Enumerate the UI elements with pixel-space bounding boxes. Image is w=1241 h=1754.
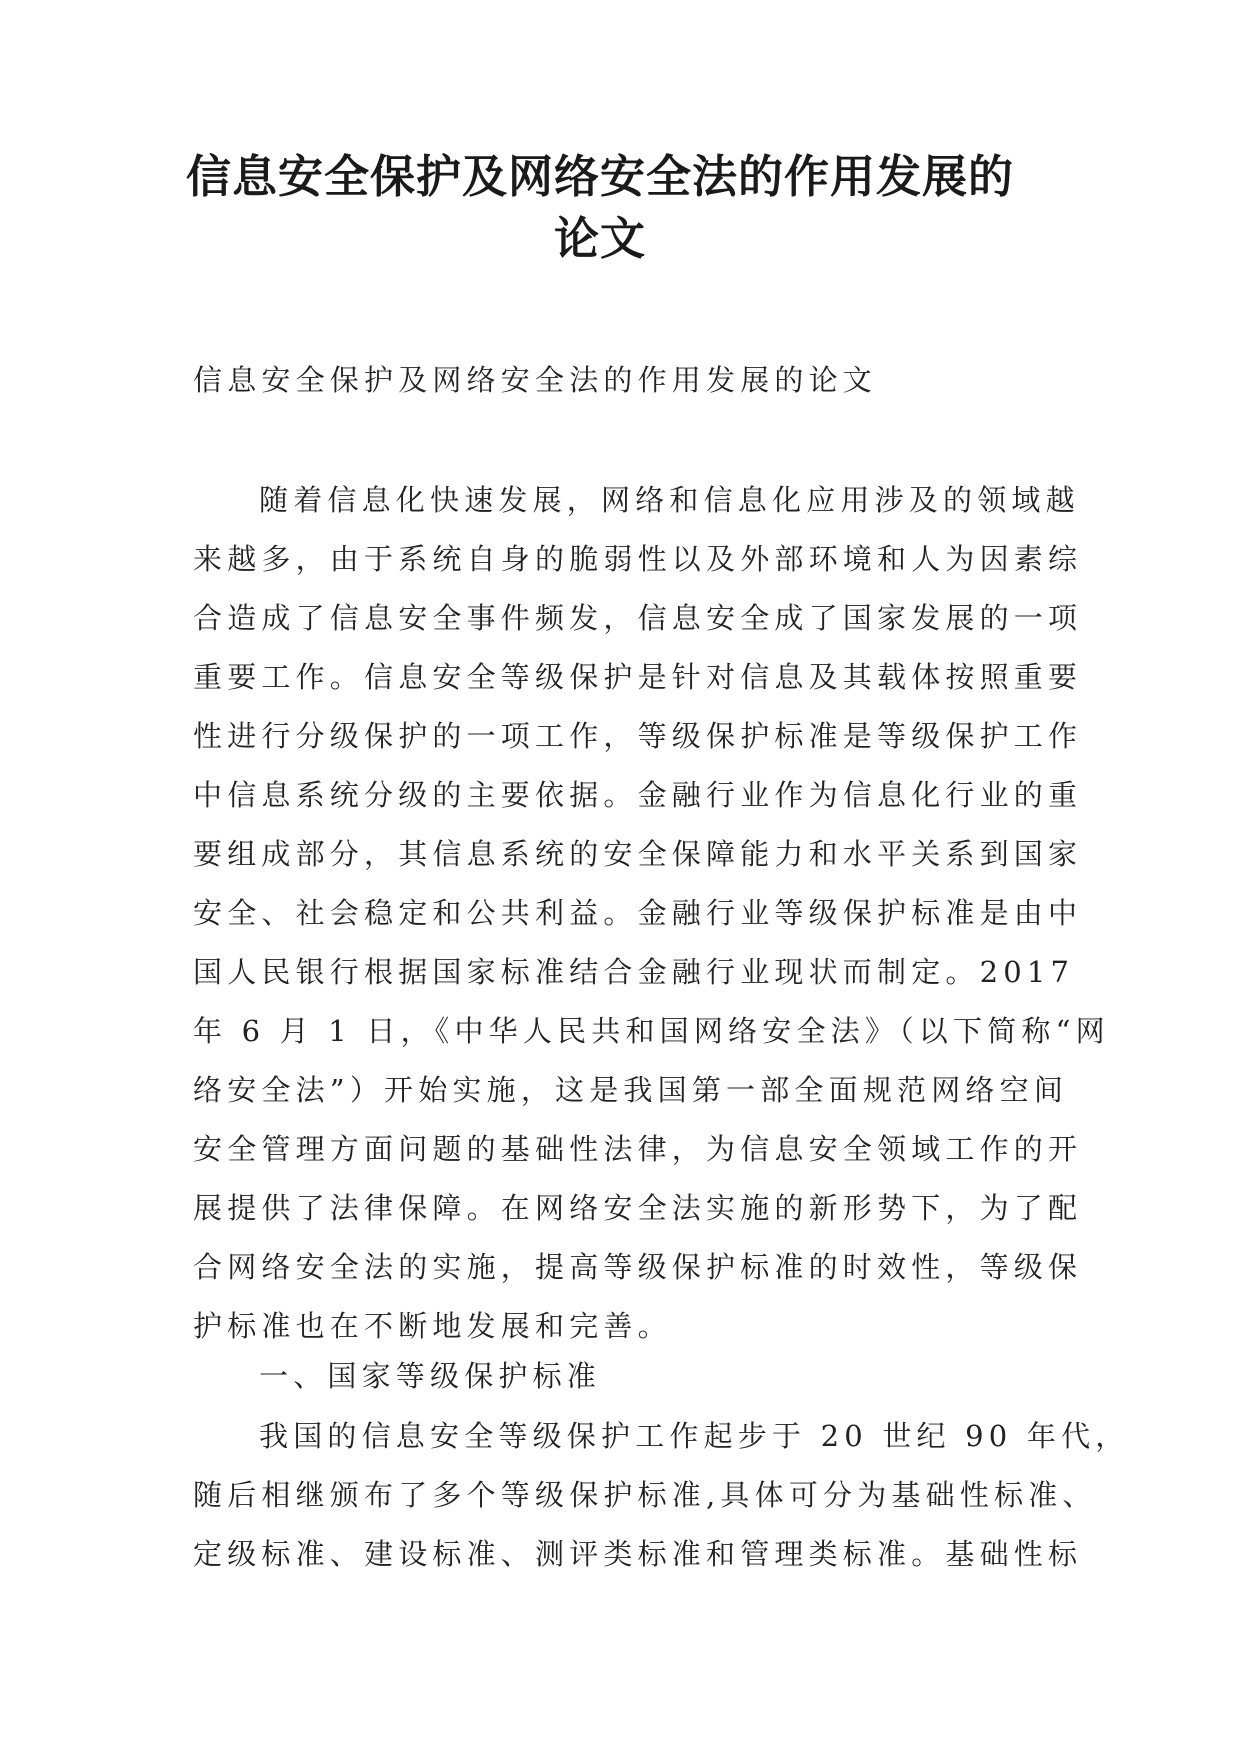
paragraph-intro [193, 471, 1110, 1356]
section-heading [193, 1347, 1053, 1406]
paragraph-line: 年 6 月 1 日，《中华人民共和国网络安全法》（以下简称“网 [193, 1014, 1110, 1048]
paragraph-line: 展提供了法律保障。在网络安全法实施的新形势下，为了配 [193, 1191, 1083, 1225]
title-line-2: 论文 [553, 212, 646, 265]
paragraph-line: 安全管理方面问题的基础性法律，为信息安全领域工作的开 [193, 1132, 1083, 1166]
paragraph-line: 合网络安全法的实施，提高等级保护标准的时效性，等级保 [193, 1250, 1083, 1284]
paragraph-line: 要组成部分，其信息系统的安全保障能力和水平关系到国家 [193, 837, 1083, 871]
paragraph-line: 我国的信息安全等级保护工作起步于 20 世纪 90 年代， [259, 1419, 1130, 1453]
title-line-1: 信息安全保护及网络安全法的作用发展的 [185, 150, 1014, 203]
section-heading-text: 一、国家等级保护标准 [259, 1359, 602, 1393]
paragraph-line: 络安全法”）开始实施，这是我国第一部全面规范网络空间 [193, 1073, 1069, 1107]
paragraph-line: 护标准也在不断地发展和完善。 [193, 1309, 672, 1343]
document-subtitle: 信息安全保护及网络安全法的作用发展的论文 [193, 363, 878, 397]
paragraph-section-1 [193, 1407, 1130, 1584]
paragraph-line: 来越多，由于系统自身的脆弱性以及外部环境和人为因素综 [193, 542, 1083, 576]
paragraph-line: 国人民银行根据国家标准结合金融行业现状而制定。2017 [193, 955, 1075, 989]
paragraph-line: 随着信息化快速发展，网络和信息化应用涉及的领域越 [259, 483, 1080, 517]
paragraph-line: 随后相继颁布了多个等级保护标准,具体可分为基础性标准、 [193, 1478, 1097, 1512]
paragraph-line: 重要工作。信息安全等级保护是针对信息及其载体按照重要 [193, 660, 1083, 694]
document-title [150, 146, 1050, 270]
paragraph-line: 性进行分级保护的一项工作，等级保护标准是等级保护工作 [193, 719, 1083, 753]
paragraph-line: 合造成了信息安全事件频发，信息安全成了国家发展的一项 [193, 601, 1083, 635]
paragraph-line: 安全、社会稳定和公共利益。金融行业等级保护标准是由中 [193, 896, 1083, 930]
paragraph-line: 定级标准、建设标准、测评类标准和管理类标准。基础性标 [193, 1537, 1083, 1571]
paragraph-line: 中信息系统分级的主要依据。金融行业作为信息化行业的重 [193, 778, 1083, 812]
